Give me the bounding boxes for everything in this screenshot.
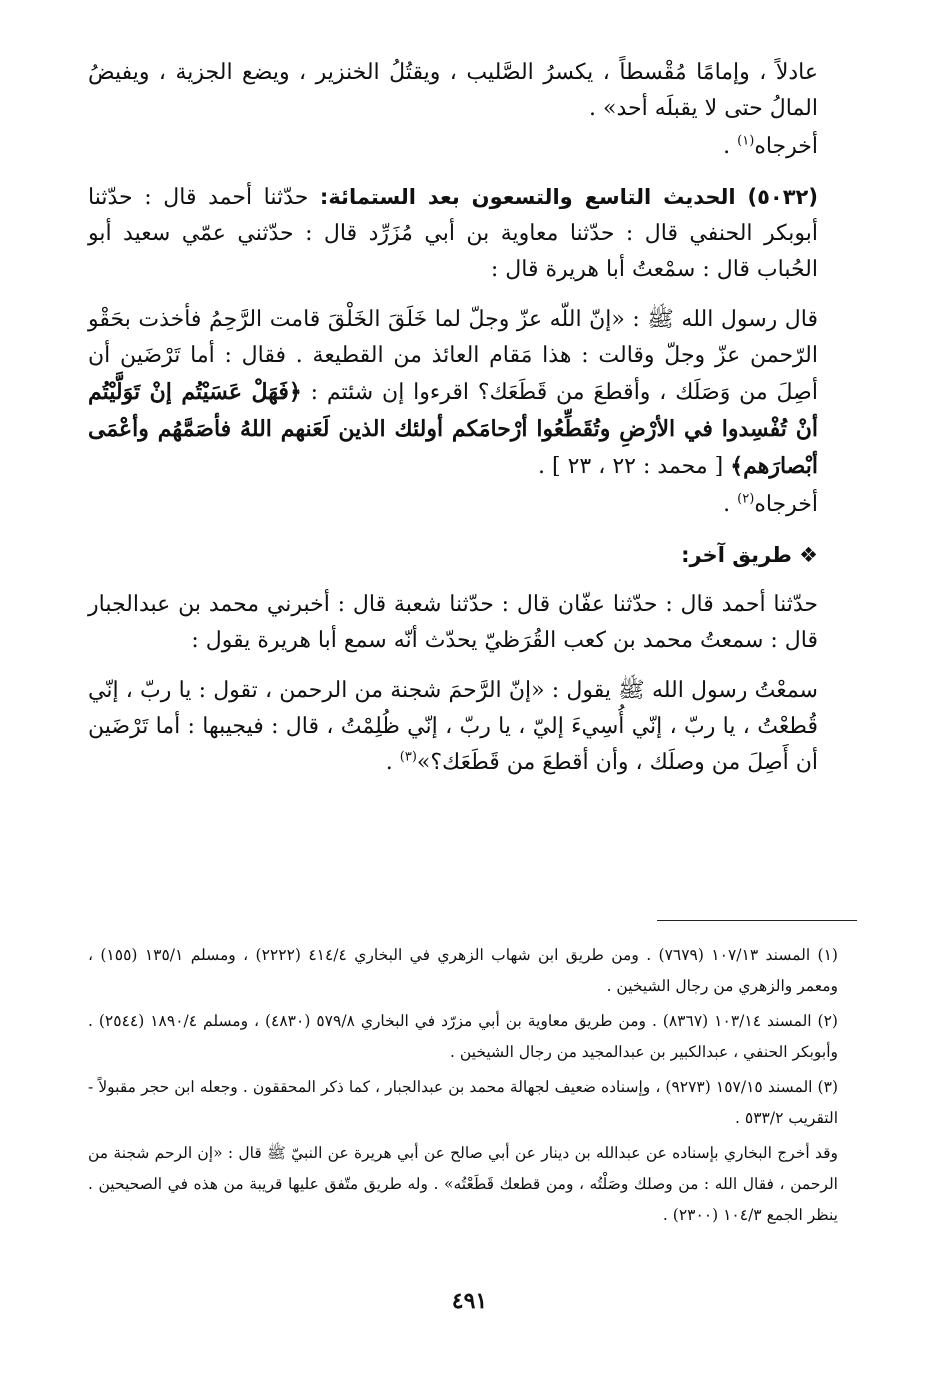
- hadith-paragraph: [88, 179, 818, 288]
- footnote-ref-2: (٢): [737, 491, 755, 507]
- takhrij-end: .: [723, 492, 738, 517]
- footnote-separator: [657, 920, 857, 921]
- main-text: [88, 55, 818, 781]
- footnote-3: (٣) المسند ١٥٧/١٥ (٩٢٧٣) ، وإسناده ضعيف لجهالة محمد بن عبدالجبار ، كما ذكر المحققون . وجعله ابن حجر مقبولاً - التقريب ٥٣٣/٢ .: [88, 1078, 838, 1127]
- footnote-2: (٢) المسند ١٠٣/١٤ (٨٣٦٧) . ومن طريق معاوية بن أبي مزرّد في البخاري ٥٧٩/٨ (٤٨٣٠) ، ومسلم ١٨٩٠/٤ (٢٥٤٤) . وأبوبكر الحنفي ، عبدالكبير بن عبدالمجيد من رجال الشيخين .: [88, 1012, 838, 1061]
- footnotes: [88, 940, 838, 1235]
- hadith-isnad: حدّثنا أحمد قال : حدّثنا أبوبكر الحنفي قال : حدّثنا معاوية بن أبي مُزَرِّد قال : حدّثني عمّي سعيد أبو الحُباب قال : سمْعتُ أبا هريرة قال :: [88, 185, 818, 282]
- footnote-ref-1: (١): [737, 133, 755, 149]
- takhrij-end: .: [723, 134, 738, 159]
- page-number: ٤٩١: [451, 1288, 488, 1314]
- takhrij-line-2: [88, 487, 818, 523]
- matn-2-text: سمعْتُ رسول الله ﷺ يقول : «إنّ الرَّحمَ شجنة من الرحمن ، تقول : يا ربّ ، إنّي قُطعْتُ ، يا ربّ ، إنّي أُسِيءَ إليّ ، يا ربّ ، إنّي ظُلِمْتُ ، قال : فيجيبها : أما تَرْضَين أن أَصِلَ من وصلَك ، وأن أقطعَ من قَطَعَك؟»: [88, 678, 818, 775]
- footnote-1: (١) المسند ١٠٧/١٣ (٧٦٧٩) . ومن طريق ابن شهاب الزهري في البخاري ٤١٤/٤ (٢٢٢٢) ، ومسلم ١٣٥/١ (١٥٥) ، ومعمر والزهري من رجال الشيخين .: [88, 946, 838, 995]
- takhrij-text: أخرجاه: [754, 492, 818, 517]
- takhrij-text: أخرجاه: [754, 134, 818, 159]
- other-way-heading: ❖ طريق آخر:: [681, 543, 818, 567]
- quran-verse: ﴿فَهَلْ عَسَيْتُم إنْ تَوَلَّيْتُم أنْ تُفْسِدوا في الأرْضِ وتُقَطِّعُوا أرْحامَكم أولئك الذين لَعَنهم اللهُ فأصَمَّهُم وأعْمَى أبْصارَهم﴾: [88, 379, 818, 479]
- footnote-ref-3: (٣): [399, 749, 417, 765]
- footnote-3-continuation: وقد أخرج البخاري بإسناده عن عبدالله بن دينار عن أبي صالح عن أبي هريرة عن النبيّ ﷺ قال : «إن الرحم شجنة من الرحمن ، فقال الله : من وصلك وصَلْتُه ، ومن قطعك قَطَعْتُه» . وله طريق متّفق عليها قريبة من هذه في الصحيحين . ينظر الجمع ١٠٤/٣ (٢٣٠٠) .: [88, 1144, 838, 1224]
- paragraph-continuation: عادلاً ، وإمامًا مُقْسطاً ، يكسرُ الصَّليب ، ويقتُلُ الخنزير ، ويضع الجزية ، ويفيضُ المالُ حتى لا يقبلَه أحد» .: [88, 60, 818, 121]
- hadith-matn: [88, 302, 818, 485]
- isnad-2: حدّثنا أحمد قال : حدّثنا عفّان قال : حدّثنا شعبة قال : أخبرني محمد بن عبدالجبار قال : سمعتُ محمد بن كعب القُرَظيّ يحدّث أنّه سمع أبا هريرة يقول :: [88, 592, 818, 653]
- matn-2: [88, 673, 818, 781]
- quran-reference: [ محمد : ٢٢ ، ٢٣ ] .: [538, 454, 731, 479]
- matn-2-end: .: [385, 750, 400, 775]
- takhrij-line-1: [88, 129, 818, 165]
- hadith-heading: (٥٠٣٢) الحديث التاسع والتسعون بعد الستمائة:: [319, 185, 818, 209]
- matn-text: قال رسول الله ﷺ : «إنّ اللّه عزّ وجلّ لما خَلَقَ الخَلْقَ قامت الرَّحِمُ فأخذت بحَقْو الرّحمن عزّ وجلّ وقالت : هذا مَقام العائذ من القطيعة . فقال : أما تَرْضَين أن أصِلَ من وَصَلَك ، وأقطعَ من قَطَعَك؟ اقرءوا إن شئتم :: [88, 307, 818, 405]
